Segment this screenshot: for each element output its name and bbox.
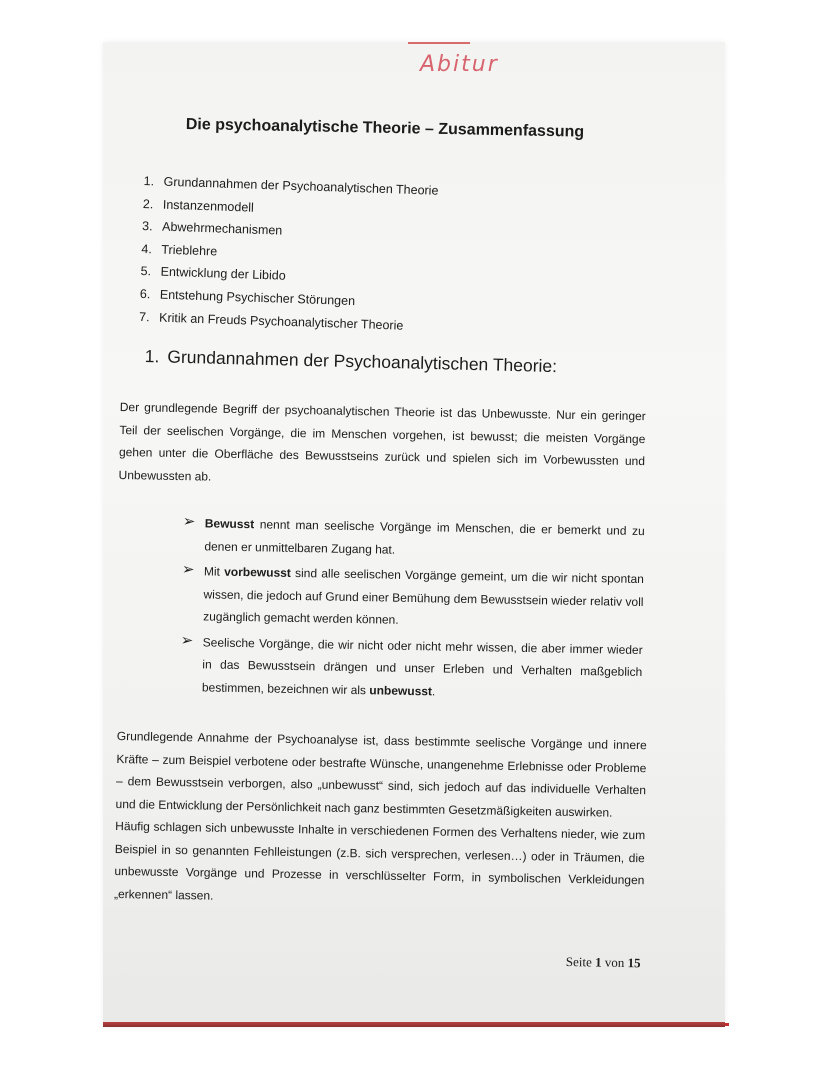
- top-red-edge: [408, 42, 470, 44]
- definition-term: vorbewusst: [224, 564, 291, 580]
- toc-item-number: 3.: [141, 219, 153, 234]
- page-prefix: Seite: [565, 954, 592, 970]
- definition-item-vorbewusst: [181, 560, 644, 636]
- body-paragraph: Häufig schlagen sich unbewusste Inhalte in verschiedenen Formen des Verhaltens nieder, wie zum Beispiel in so genannten Fehlleistungen (z.B. sich versprechen, verlesen…) oder in Träumen, die unbewusste Vorgänge und Prozesse in verschlüsselter Form, in symbolischen Verkleidungen „erkennen“ lassen.: [113, 818, 646, 903]
- definition-pre: Seelische Vorgänge, die wir nicht oder nicht mehr wissen, die aber immer wieder in das Bewusstsein drängen und unser Erleben und Verhalten maßgeblich bestimmen, bezeichnen wir als: [201, 634, 643, 697]
- arrowhead-bullet-icon: ➢: [181, 560, 195, 579]
- toc-item-label: Trieblehre: [161, 242, 218, 259]
- definition-post: nennt man seelische Vorgänge im Menschen, die er bemerkt und zu denen er unmittelbaren Zugang hat.: [204, 517, 645, 557]
- document-title: Die psychoanalytische Theorie – Zusammenfassung: [185, 116, 585, 141]
- toc-item-number: 6.: [139, 286, 151, 302]
- table-of-contents: [139, 170, 439, 338]
- toc-item-number: 1.: [143, 173, 155, 189]
- body-paragraph: Grundlegende Annahme der Psychoanalyse ist, dass bestimmte seelische Vorgänge und innere Kräfte – zum Beispiel verbotene oder bestrafte Wünsche, unangenehme Erlebnisse oder Probleme – dem Bewusstsein verborgen, also „unbewusst“ sind, sich jedoch auf das individuelle Verhalten und die Entwicklung der Persönlichkeit nach ganz bestimmten Gesetzmäßigkeiten auswirken.: [115, 728, 647, 820]
- current-page: 1: [594, 954, 602, 970]
- definition-item-bewusst: [182, 512, 645, 565]
- intro-paragraph: Der grundlegende Begriff der psychoanalytischen Theorie ist das Unbewusste. Nur ein geringer Teil der seelischen Vorgänge, die im Menschen vorgehen, ist bewusst; die meisten Vorgänge gehen unter die Oberfläche des Bewusstseins zurück und spielen sich im Vorbewussten und Unbewussten ab.: [118, 399, 646, 484]
- toc-item-label: Abwehrmechanismen: [161, 219, 283, 238]
- toc-item-label: Entstehung Psychischer Störungen: [159, 287, 356, 309]
- toc-item-label: Entwicklung der Libido: [160, 264, 286, 284]
- toc-item-number: 2.: [142, 196, 154, 211]
- definition-list: [180, 512, 645, 709]
- toc-item-number: 7.: [138, 309, 150, 324]
- page-number: [566, 954, 641, 971]
- section-number: 1.: [144, 346, 160, 367]
- toc-item-label: Kritik an Freuds Psychoanalytischer Theorie: [158, 310, 404, 333]
- page-middle: von: [604, 954, 625, 971]
- section-title: Grundannahmen der Psychoanalytischen Theorie:: [167, 346, 558, 377]
- definition-term: Bewusst: [204, 516, 255, 532]
- bottom-red-edge: [103, 1022, 725, 1027]
- arrowhead-bullet-icon: ➢: [180, 631, 194, 649]
- definition-item-unbewusst: [180, 630, 643, 706]
- body-paragraphs: [114, 725, 647, 914]
- total-pages: 15: [627, 955, 641, 971]
- handwritten-annotation: Abitur: [420, 52, 499, 77]
- toc-item-number: 5.: [140, 264, 152, 279]
- definition-post: .: [431, 683, 436, 698]
- arrowhead-bullet-icon: ➢: [182, 512, 196, 531]
- toc-item-label: Instanzenmodell: [162, 197, 255, 215]
- toc-item-label: Grundannahmen der Psychoanalytischen Theorie: [163, 174, 439, 198]
- toc-item-number: 4.: [141, 241, 153, 257]
- definition-post: sind alle seelischen Vorgänge gemeint, um die wir nicht spontan wissen, die jedoch auf Grund einer Bemühung dem Bewusstsein wieder relativ voll zugänglich gemacht werden können.: [203, 565, 645, 627]
- definition-pre: Mit: [203, 564, 225, 579]
- definition-term: unbewusst: [369, 682, 433, 698]
